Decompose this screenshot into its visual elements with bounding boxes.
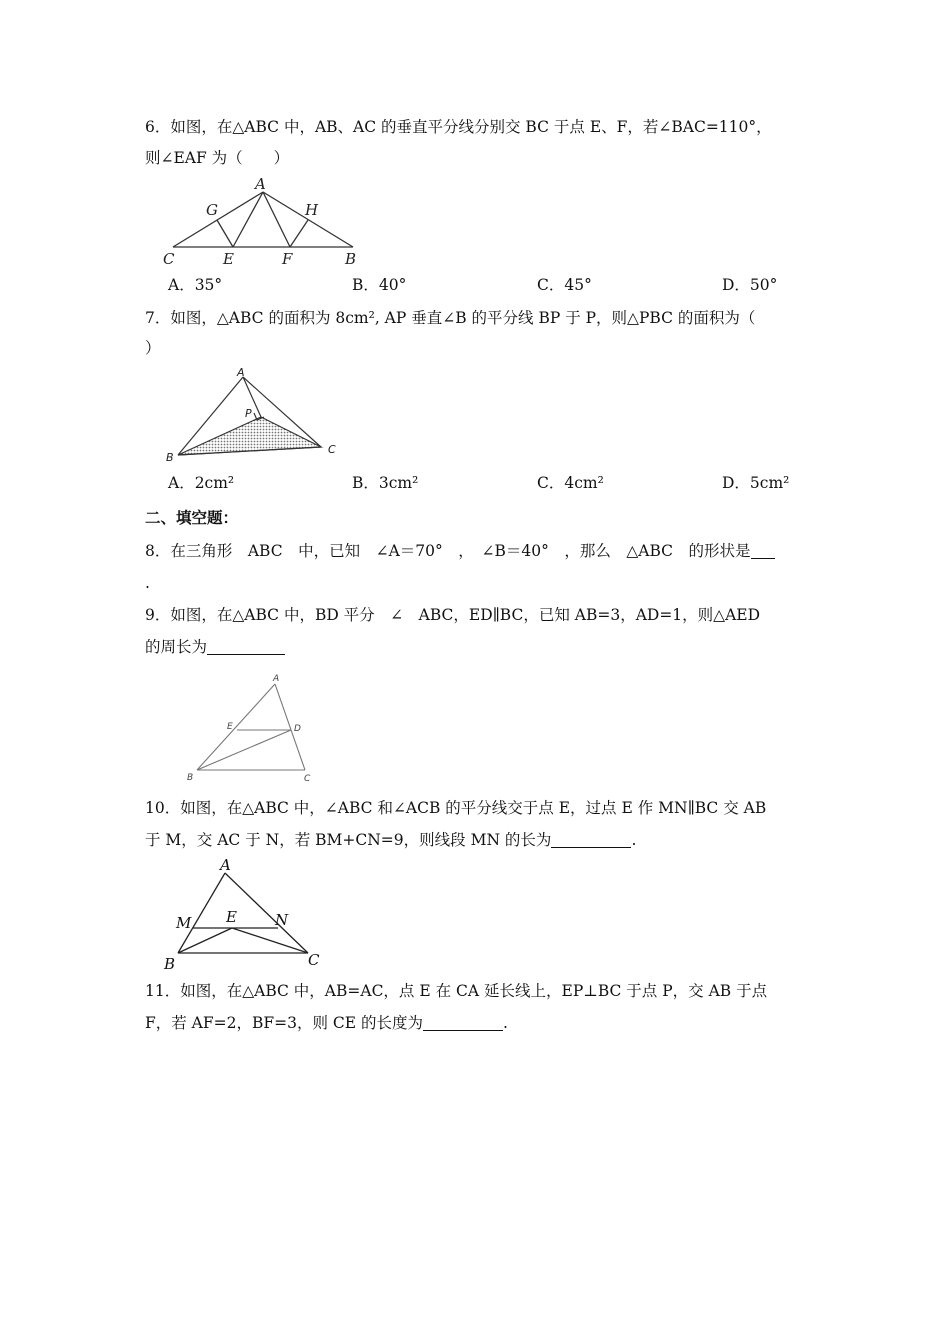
q6-figure	[160, 175, 370, 267]
q7-option-b: B．3cm²	[352, 474, 419, 492]
q6-option-d: D．50°	[722, 276, 778, 294]
q6-label-C: C	[163, 250, 175, 268]
q6-option-c: C．45°	[537, 276, 592, 294]
q7-figure	[163, 365, 348, 465]
q8-stem-text: 8．在三角形 ABC 中，已知 ∠A＝70° ， ∠B＝40° ，那么 △ABC 的形状是	[145, 542, 751, 560]
q7-label-B: B	[166, 451, 174, 464]
q6-label-G: G	[206, 201, 218, 219]
q10-figure	[160, 853, 335, 973]
q10-stem-line1: 10．如图，在△ABC 中，∠ABC 和∠ACB 的平分线交于点 E，过点 E 作 MN∥BC 交 AB	[145, 799, 767, 817]
q9-label-A: A	[273, 674, 280, 684]
q8-stem-line1	[145, 540, 775, 562]
q10-period: .	[631, 831, 637, 849]
q6-stem-line1: 6．如图，在△ABC 中，AB、AC 的垂直平分线分别交 BC 于点 E、F，若∠BAC=110°，	[145, 118, 772, 136]
q10-label-A: A	[220, 856, 231, 874]
q6-label-F: F	[282, 250, 293, 268]
q6-label-E: E	[223, 250, 234, 268]
q7-stem-line2: ）	[145, 339, 161, 357]
q9-label-C: C	[304, 774, 311, 784]
q10-label-C: C	[308, 951, 320, 969]
q9-stem-line1: 9．如图，在△ABC 中，BD 平分 ∠ ABC，ED∥BC，已知 AB=3，AD=1，则△AED	[145, 606, 761, 624]
q8-answer-blank[interactable]	[751, 542, 775, 559]
q9-answer-blank[interactable]	[207, 638, 285, 655]
q11-stem-line2	[145, 1012, 508, 1034]
q9-label-B: B	[187, 773, 194, 783]
q11-stem-text: F，若 AF=2，BF=3，则 CE 的长度为	[145, 1014, 424, 1032]
q6-stem-line2: 则∠EAF 为（ ）	[145, 149, 290, 167]
q7-option-d: D．5cm²	[722, 474, 790, 492]
q6-label-A: A	[255, 175, 266, 193]
q7-stem-line1: 7．如图，△ABC 的面积为 8cm², AP 垂直∠B 的平分线 BP 于 P，则△PBC 的面积为（	[145, 309, 756, 327]
q10-answer-blank[interactable]	[551, 831, 631, 848]
q11-period: .	[503, 1014, 508, 1032]
q8-stem-line2: .	[145, 574, 150, 592]
q6-option-a: A．35°	[168, 276, 223, 294]
q6-label-H: H	[305, 201, 319, 219]
q7-label-P: P	[245, 407, 252, 420]
q10-stem-line2	[145, 829, 636, 851]
q11-answer-blank[interactable]	[423, 1014, 503, 1031]
q9-figure	[185, 672, 320, 784]
q7-option-c: C．4cm²	[537, 474, 604, 492]
q6-option-b: B．40°	[352, 276, 407, 294]
q9-stem-text: 的周长为	[145, 638, 208, 656]
q7-label-C: C	[328, 443, 336, 456]
q7-label-A: A	[237, 366, 245, 379]
q9-stem-line2	[145, 636, 285, 658]
q10-label-B: B	[164, 955, 176, 973]
q10-label-N: N	[275, 911, 289, 929]
q9-label-D: D	[294, 724, 301, 734]
q7-option-a: A．2cm²	[168, 474, 235, 492]
section-heading-fill-in: 二、填空题：	[145, 509, 239, 527]
q6-label-B: B	[345, 250, 357, 268]
q10-label-E: E	[226, 908, 237, 926]
q10-label-M: M	[176, 914, 192, 932]
q11-stem-line1: 11．如图，在△ABC 中，AB=AC，点 E 在 CA 延长线上，EP⊥BC 于点 P，交 AB 于点	[145, 982, 768, 1000]
q9-label-E: E	[227, 722, 233, 732]
q10-stem-text: 于 M，交 AC 于 N，若 BM+CN=9，则线段 MN 的长为	[145, 831, 552, 849]
